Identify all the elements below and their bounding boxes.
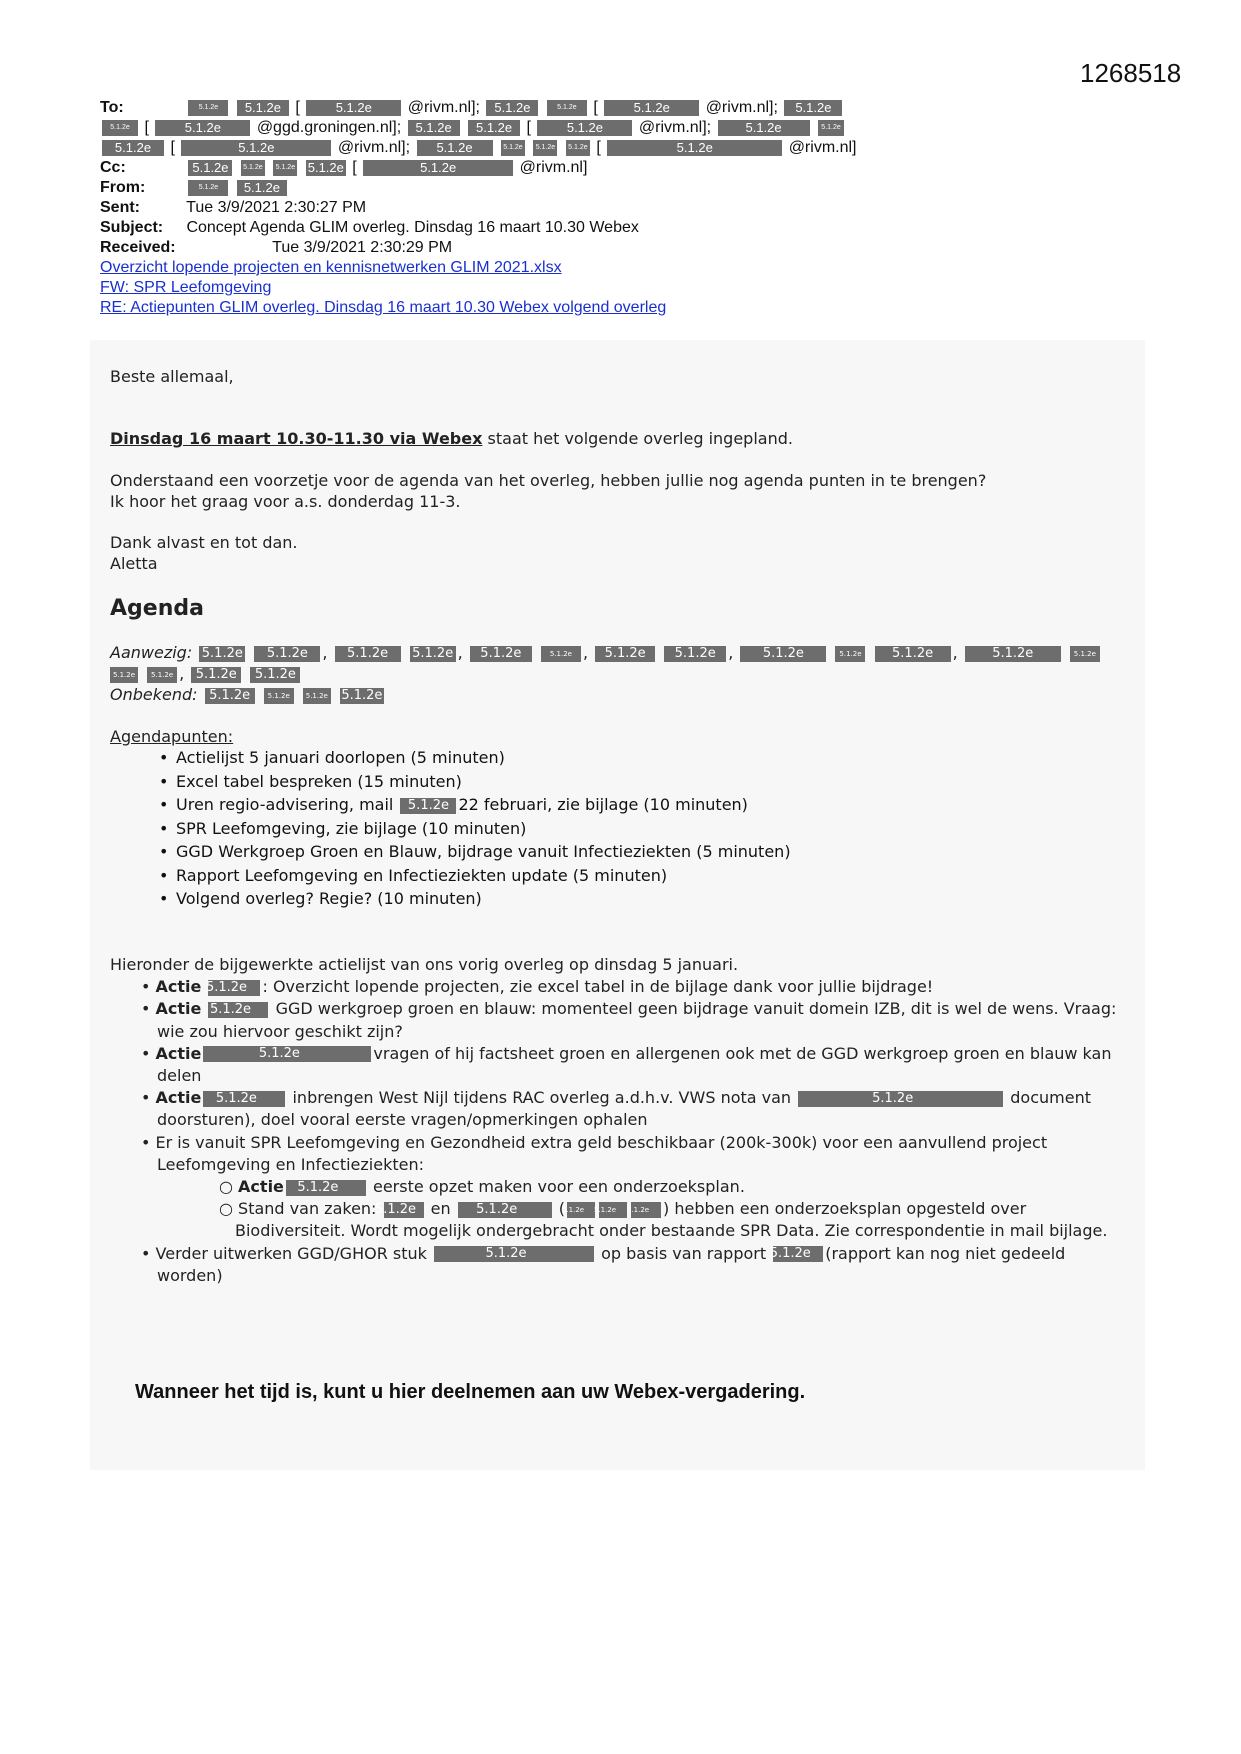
list-item: • Excel tabel bespreken (15 minuten) — [110, 770, 1110, 794]
redaction: 5.1.2e — [784, 100, 842, 116]
redaction: 5.1.2e — [604, 100, 699, 116]
action-text: document doorsturen), doel vooral eerste vragen/opmerkingen ophalen — [157, 1088, 1091, 1130]
bracket: [ — [170, 139, 175, 156]
action-text: : Overzicht lopende projecten, zie excel tabel in de bijlage dank voor jullie bijdrage! — [262, 977, 934, 997]
redaction: 5.1.2e — [547, 100, 587, 116]
redaction: 5.1.2e — [501, 140, 525, 156]
email-domain: @rivm.nl]; — [337, 139, 411, 156]
redaction: 5.1.2e — [264, 688, 294, 704]
email-domain: @rivm.nl]; — [638, 119, 712, 136]
redaction: 5.1.2e — [400, 798, 456, 814]
action-text: en — [430, 1199, 451, 1219]
bracket: [ — [144, 119, 149, 136]
redaction: 5.1.2e — [965, 646, 1061, 662]
redaction: 5.1.2e — [188, 160, 232, 176]
list-item: • SPR Leefomgeving, zie bijlage (10 minuten) — [110, 817, 1110, 841]
action-text: op basis van rapport — [596, 1243, 767, 1263]
sent-label: Sent: — [100, 199, 140, 216]
attachment-link[interactable]: RE: Actiepunten GLIM overleg. Dinsdag 16 maart 10.30 Webex volgend overleg — [100, 299, 667, 316]
list-item: • Rapport Leefomgeving en Infectieziekten update (5 minuten) — [110, 864, 1110, 888]
action-item: • Actie 5.1.2e vragen of hij factsheet groen en allergenen ook met de GGD werkgroep groen en blauw kan delen — [141, 1043, 1112, 1086]
subject-label: Subject: — [100, 219, 164, 236]
meeting-text: staat het volgende overleg ingepland. — [482, 429, 793, 448]
action-text: ) hebben een onderzoeksplan opgesteld over Biodiversiteit. Wordt mogelijk ondergebracht onder bestaande SPR Data. Zie correspondentie in mail bijlage. — [235, 1199, 1108, 1241]
attachment-list — [100, 258, 1100, 318]
action-subitem: ○ Stand van zaken: 5.1.2e en 5.1.2e (5.1.2e 5.1.2e 5.1.2e ) hebben een onderzoeksplan opgesteld over Biodiversiteit. Wordt mogelijk ondergebracht onder bestaande SPR Data. Zie correspondentie in mail bijlage. — [219, 1199, 1108, 1241]
action-text: inbrengen West Nijl tijdens RAC overleg a.d.h.v. VWS nota van — [287, 1088, 792, 1108]
to-row — [100, 98, 1100, 118]
redaction: 5.1.2e — [102, 120, 138, 136]
bracket: [ — [596, 139, 601, 156]
webex-join-link[interactable]: Wanneer het tijd is, kunt u hier deelnemen aan uw Webex-vergadering. — [135, 1381, 806, 1403]
attachment-link[interactable]: Overzicht lopende projecten en kennisnetwerken GLIM 2021.xlsx — [100, 259, 562, 276]
bracket: [ — [593, 99, 598, 116]
bracket: [ — [352, 159, 357, 176]
received-row — [100, 238, 1100, 258]
redaction: 5.1.2e — [533, 140, 557, 156]
redaction: 5.1.2e — [468, 120, 520, 136]
cc-row — [100, 158, 1100, 178]
subject-value: Concept Agenda GLIM overleg. Dinsdag 16 maart 10.30 Webex — [186, 219, 639, 236]
closing — [110, 532, 298, 574]
action-text: eerste opzet maken voor een onderzoeksplan. — [367, 1177, 745, 1197]
action-item: • Er is vanuit SPR Leefomgeving en Gezondheid extra geld beschikbaar (200k-300k) voor een aanvullend project Leefomgeving en Infectieziekten: — [141, 1132, 1048, 1174]
unknown-label: Onbekend: — [110, 685, 198, 704]
redaction: 5.1.2e — [286, 1180, 366, 1196]
redaction: 5.1.2e — [273, 160, 297, 176]
to-label: To: — [100, 99, 124, 116]
agenda-item-text: 22 februari, zie bijlage (10 minuten) — [458, 795, 748, 814]
actie-label: Actie — [155, 1043, 202, 1063]
redaction: 5.1.2e — [434, 1246, 594, 1262]
action-list — [110, 954, 1120, 1287]
agenda-heading: Agenda — [110, 596, 204, 621]
from-label: From: — [100, 179, 146, 196]
actions-intro: Hieronder de bijgewerkte actielijst van ons vorig overleg op dinsdag 5 januari. — [110, 955, 739, 974]
intro-line: Ik hoor het graag voor a.s. donderdag 11-3. — [110, 492, 461, 511]
cc-label: Cc: — [100, 159, 126, 176]
action-text: vragen of hij factsheet groen en allergenen ook met de GGD werkgroep groen en blauw kan delen — [157, 1043, 1112, 1086]
email-domain: @rivm.nl] — [788, 139, 857, 156]
redaction: 5.1.2e — [335, 646, 401, 662]
redaction: 5.1.2e — [191, 667, 241, 683]
attendees: Aanwezig: 5.1.2e 5.1.2e , 5.1.2e 5.1.2e , 5.1.2e 5.1.2e , 5.1.2e 5.1.2e , 5.1.2e 5.1.2e 5.1.2e , 5.1.2e 5.1.2e 5.1.2e 5.1.2e , 5.1.2e 5.1.2e Onbekend: 5.1.2e 5.1.2e 5.1.2e 5.1.2e — [110, 642, 1110, 705]
action-text: (rapport kan nog niet gedeeld worden) — [157, 1243, 1066, 1285]
redaction: 5.1.2e — [537, 120, 632, 136]
actie-label: Actie — [155, 1088, 202, 1108]
redaction: 5.1.2e — [1070, 646, 1100, 662]
intro — [110, 470, 1110, 512]
redaction: 5.1.2e — [147, 667, 177, 683]
actie-label: Actie — [155, 977, 202, 997]
redaction: 5.1.2e — [241, 160, 265, 176]
redaction: 5.1.2e — [664, 646, 726, 662]
redaction: 5.1.2e — [541, 646, 581, 662]
agenda-list — [110, 746, 1110, 911]
list-item: • Volgend overleg? Regie? (10 minuten) — [110, 887, 1110, 911]
redaction: 5.1.2e — [740, 646, 826, 662]
signature: Aletta — [110, 554, 158, 573]
redaction: 5.1.2e — [155, 120, 250, 136]
redaction: 5.1.2e — [199, 646, 245, 662]
redaction: 5.1.2e — [237, 100, 289, 116]
redaction: 5.1.2e — [203, 1091, 285, 1107]
redaction: 5.1.2e — [208, 1002, 268, 1018]
redaction: 5.1.2e — [341, 687, 383, 703]
action-item: • Verder uitwerken GGD/GHOR stuk 5.1.2e op basis van rapport 5.1.2e (rapport kan nog niet gedeeld worden) — [141, 1243, 1066, 1285]
redaction: 5.1.2e — [110, 667, 138, 683]
action-text: Stand van zaken: — [238, 1199, 377, 1219]
email-domain: @rivm.nl]; — [705, 99, 778, 116]
redaction: 5.1.2e — [303, 688, 331, 704]
sent-row — [100, 198, 1100, 218]
present-label: Aanwezig: — [110, 643, 193, 662]
redaction: 5.1.2e — [835, 646, 865, 662]
action-item: • Actie 5.1.2e : Overzicht lopende projecten, zie excel tabel in de bijlage dank voor jullie bijdrage! — [141, 977, 934, 997]
greeting: Beste allemaal, — [110, 367, 234, 386]
document-number: 1268518 — [1080, 58, 1182, 88]
email-domain: @ggd.groningen.nl]; — [256, 119, 402, 136]
redaction: 5.1.2e — [408, 120, 460, 136]
redaction: 5.1.2e — [208, 980, 260, 996]
redaction: 5.1.2e — [181, 140, 331, 156]
redaction: 5.1.2e — [566, 140, 590, 156]
redaction: 5.1.2e — [718, 120, 810, 136]
redaction: 5.1.2e — [307, 159, 344, 175]
redaction: 5.1.2e — [470, 646, 532, 662]
redaction: 5.1.2e — [384, 1202, 424, 1218]
meeting-line — [110, 428, 793, 449]
action-text: GGD werkgroep groen en blauw: momenteel geen bijdrage vanuit domein IZB, dit is wel de wens. Vraag: wie zou hiervoor geschikt zijn? — [157, 999, 1117, 1041]
redaction: 5.1.2e — [417, 140, 493, 156]
redaction: 5.1.2e — [599, 1202, 627, 1218]
action-text: Verder uitwerken GGD/GHOR stuk — [155, 1243, 427, 1263]
redaction: 5.1.2e — [798, 1091, 1003, 1107]
received-value: Tue 3/9/2021 2:30:29 PM — [272, 239, 453, 256]
bracket: [ — [526, 119, 531, 136]
list-item — [110, 793, 1110, 817]
email-header — [100, 98, 1100, 318]
sent-value: Tue 3/9/2021 2:30:27 PM — [186, 199, 367, 216]
email-domain: @rivm.nl] — [519, 159, 588, 176]
redaction: 5.1.2e — [363, 160, 513, 176]
list-item: • Actielijst 5 januari doorlopen (5 minuten) — [110, 746, 1110, 770]
to-row-3 — [100, 138, 1100, 158]
redaction: 5.1.2e — [410, 646, 456, 662]
redaction: 5.1.2e — [203, 1046, 371, 1062]
redaction: 5.1.2e — [237, 180, 287, 196]
subject-row — [100, 218, 1100, 238]
redaction: 5.1.2e — [818, 120, 844, 136]
bracket: [ — [295, 99, 300, 116]
list-item: • GGD Werkgroep Groen en Blauw, bijdrage vanuit Infectieziekten (5 minuten) — [110, 840, 1110, 864]
from-row — [100, 178, 1100, 198]
meeting-date: Dinsdag 16 maart 10.30-11.30 via Webex — [110, 429, 483, 448]
intro-line: Onderstaand een voorzetje voor de agenda van het overleg, hebben jullie nog agenda punten in te brengen? — [110, 471, 987, 490]
redaction: 5.1.2e — [254, 646, 320, 662]
action-text: Er is vanuit SPR Leefomgeving en Gezondheid extra geld beschikbaar (200k-300k) voor een aanvullend project Leefomgeving en Infectieziekten: — [155, 1132, 1048, 1174]
redaction: 5.1.2e — [250, 667, 300, 683]
redaction: 5.1.2e — [458, 1202, 552, 1218]
received-label: Received: — [100, 239, 176, 256]
redaction: 5.1.2e — [188, 100, 228, 116]
redaction: 5.1.2e — [631, 1202, 661, 1218]
redaction: 5.1.2e — [188, 180, 228, 196]
attachment-link[interactable]: FW: SPR Leefomgeving — [100, 279, 272, 296]
action-item: • Actie 5.1.2e GGD werkgroep groen en blauw: momenteel geen bijdrage vanuit domein IZB, dit is wel de wens. Vraag: wie zou hiervoor geschikt zijn? — [141, 999, 1117, 1041]
action-item: • Actie 5.1.2e inbrengen West Nijl tijdens RAC overleg a.d.h.v. VWS nota van 5.1.2e document doorsturen), doel vooral eerste vragen/opmerkingen ophalen — [141, 1088, 1091, 1130]
redaction: 5.1.2e — [102, 140, 164, 156]
thanks-text: Dank alvast en tot dan. — [110, 533, 298, 552]
action-subitem: ○ Actie 5.1.2e eerste opzet maken voor een onderzoeksplan. — [219, 1177, 745, 1197]
redaction: 5.1.2e — [306, 100, 401, 116]
to-row-2 — [100, 118, 1100, 138]
redaction: 5.1.2e — [875, 646, 951, 662]
redaction: 5.1.2e — [595, 646, 655, 662]
agendapunten-label: Agendapunten: — [110, 727, 234, 746]
redaction: 5.1.2e — [773, 1246, 823, 1262]
actie-label: Actie — [155, 999, 202, 1019]
redaction: 5.1.2e — [607, 140, 782, 156]
actie-label: Actie — [238, 1177, 284, 1197]
agenda-item-text: Uren regio-advisering, mail — [176, 795, 394, 814]
email-domain: @rivm.nl]; — [407, 99, 480, 116]
redaction: 5.1.2e — [205, 688, 255, 704]
redaction: 5.1.2e — [567, 1202, 595, 1218]
redaction: 5.1.2e — [486, 100, 538, 116]
